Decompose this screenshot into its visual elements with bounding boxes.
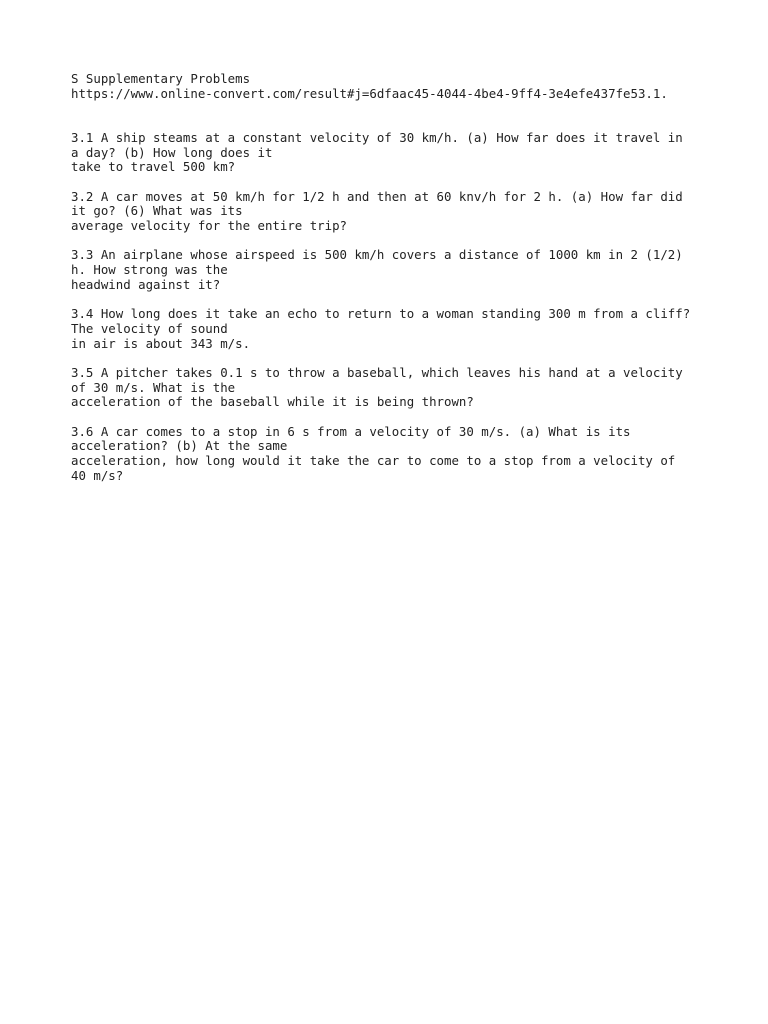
document-header (71, 72, 711, 101)
problem-line: a day? (b) How long does it (71, 144, 273, 160)
problem-line: it go? (6) What was its (71, 203, 243, 219)
problem-line: h. How strong was the (71, 262, 228, 278)
problem-line: of 30 m/s. What is the (71, 379, 236, 395)
problem-line: The velocity of sound (71, 320, 228, 336)
problem-line: acceleration, how long would it take the car to come to a stop from a velocity of (71, 453, 676, 469)
problem-line: 40 m/s? (71, 467, 124, 483)
problem-3-3 (71, 248, 711, 292)
problem-line: headwind against it? (71, 276, 221, 292)
problem-line: average velocity for the entire trip? (71, 218, 348, 233)
source-url: https://www.online-convert.com/result#j=6dfaac45-4044-4be4-9ff4-3e4efe437fe53.1. (71, 85, 668, 101)
problem-line: acceleration? (b) At the same (71, 438, 288, 454)
problem-line: take to travel 500 km? (71, 159, 236, 175)
problem-3-6 (71, 425, 711, 484)
problem-line: 3.4 How long does it take an echo to return to a woman standing 300 m from a cliff? (71, 306, 691, 322)
problem-line: 3.2 A car moves at 50 km/h for 1/2 h and then at 60 knv/h for 2 h. (a) How far did (71, 188, 683, 204)
problem-line: acceleration of the baseball while it is being thrown? (71, 394, 474, 410)
problem-line: in air is about 343 m/s. (71, 335, 251, 351)
problem-line: 3.3 An airplane whose airspeed is 500 km/h covers a distance of 1000 km in 2 (1/2) (71, 247, 683, 263)
problem-line: 3.6 A car comes to a stop in 6 s from a velocity of 30 m/s. (a) What is its (71, 423, 631, 439)
problem-line: 3.1 A ship steams at a constant velocity of 30 km/h. (a) How far does it travel in (71, 129, 683, 145)
problem-3-2 (71, 190, 711, 234)
problem-3-1 (71, 131, 711, 175)
document-title: S Supplementary Problems (71, 71, 251, 86)
problem-3-4 (71, 307, 711, 351)
problem-line: 3.5 A pitcher takes 0.1 s to throw a baseball, which leaves his hand at a velocity (71, 364, 683, 380)
problem-3-5 (71, 366, 711, 410)
document-page (71, 72, 711, 498)
